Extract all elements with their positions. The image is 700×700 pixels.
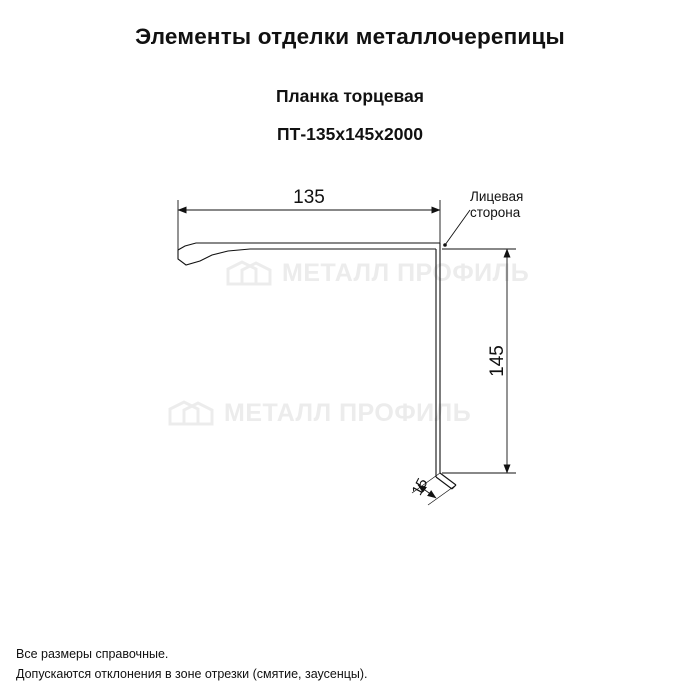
footer-note-2: Допускаются отклонения в зоне отрезки (смятие, заусенцы). (16, 666, 368, 681)
dimension-flange-15 (409, 473, 456, 505)
face-side-label-line2: сторона (470, 205, 521, 220)
product-name: Планка торцевая (275, 86, 425, 106)
dimension-flange-value: 15 (408, 475, 432, 499)
page-title: Элементы отделки металлочерепицы (135, 24, 565, 49)
dimension-top-135 (178, 187, 440, 250)
product-code: ПТ-135х145х2000 (277, 124, 423, 144)
face-side-label-line1: Лицевая (470, 189, 524, 204)
footer-note-1: Все размеры справочные. (16, 647, 169, 662)
footer-notes (16, 645, 368, 684)
technical-drawing (0, 155, 700, 555)
profile-outline (178, 243, 456, 489)
watermark-text: МЕТАЛЛ ПРОФИЛЬ (224, 398, 472, 427)
dimension-right-value: 145 (487, 345, 508, 377)
dimension-top-value: 135 (293, 187, 325, 208)
annotation-face-side (443, 189, 523, 247)
watermark-text: МЕТАЛЛ ПРОФИЛЬ (282, 258, 530, 287)
dimension-right-145 (442, 249, 516, 473)
